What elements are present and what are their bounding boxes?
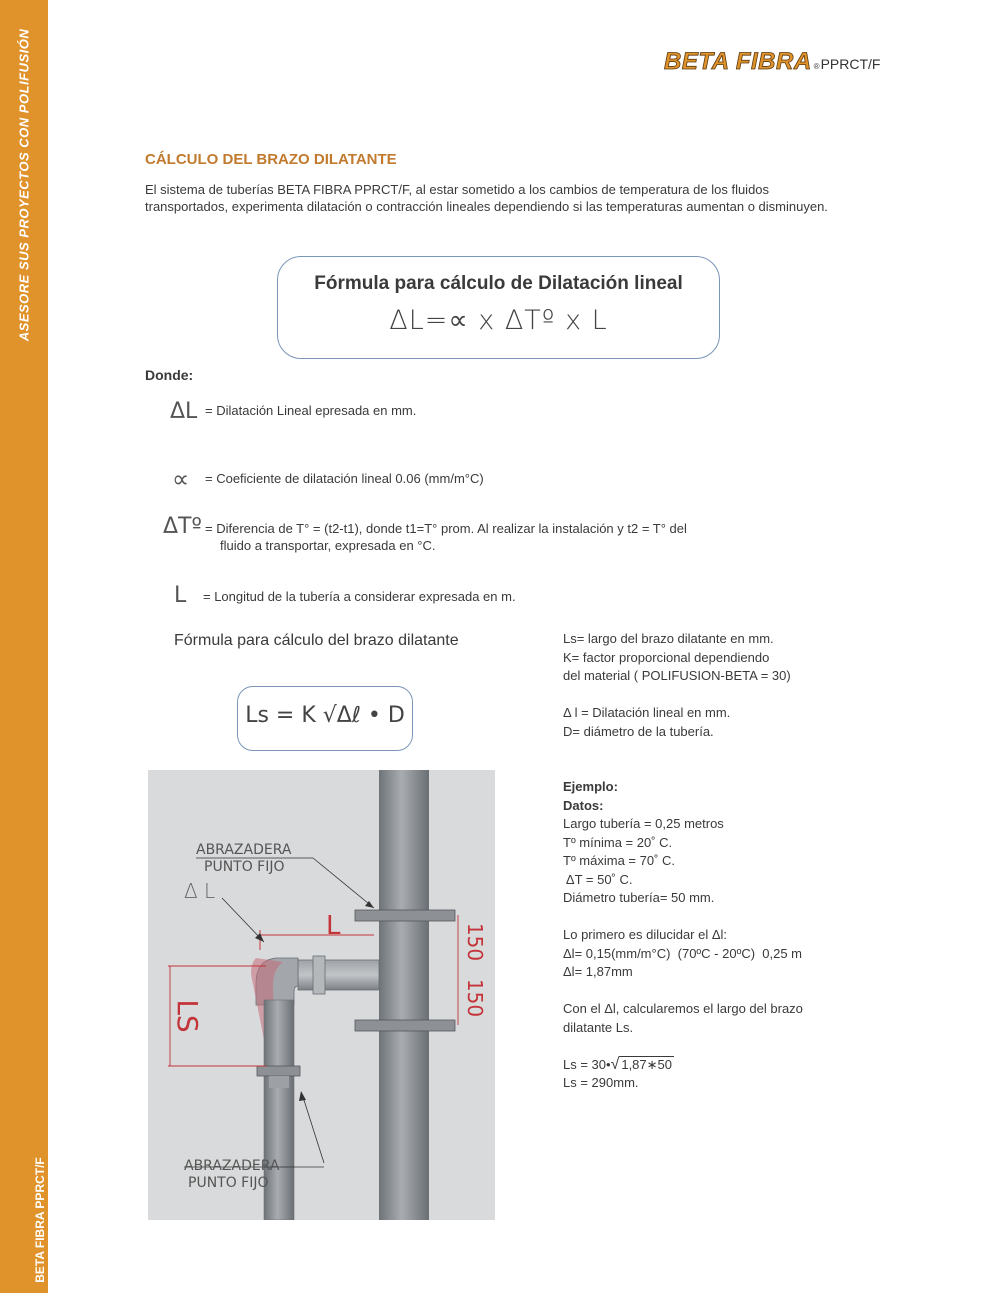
example-calc-radicand: 1,87∗50 [621,1056,672,1072]
example-block [563,778,803,1093]
alpha-symbol: ∝ [172,465,190,493]
example-line [563,908,803,927]
sidebar [0,0,48,1293]
branch-coupling [313,956,325,994]
arm-formula-box [237,686,413,751]
definition-delta-t-cont: fluido a transportar, expresada en °C. [220,538,436,553]
dilatation-formula-box [277,256,720,359]
example-line: Tº máxima = 70˚ C. [563,853,676,868]
l-symbol: L [174,583,187,608]
diagram-background [148,770,495,1220]
ls-label: LS [171,999,204,1033]
sidebar-top-text: ASESORE SUS PROYECTOS CON POLIFUSIÓN [16,28,32,342]
definition-delta-t: = Diferencia de T° = (t2-t1), donde t1=T° prom. Al realizar la instalación y t2 = T° del [205,521,687,536]
example-line: Lo primero es dilucidar el Δl: [563,927,728,942]
legend-line: Ls= largo del brazo dilatante en mm. [563,631,774,646]
example-data-heading: Datos: [563,797,604,813]
example-line [563,982,803,1001]
sidebar-bottom [0,1150,48,1290]
delta-t-symbol: ΔTº [163,514,202,539]
label-top-clamp-2: PUNTO FIJO [204,859,285,875]
sidebar-top [0,0,48,370]
definition-l: = Longitud de la tubería a considerar expresada en m. [203,589,516,604]
example-line [563,1037,803,1056]
fixed-clamp-lower [355,1020,455,1031]
legend-line: del material ( POLIFUSION-BETA = 30) [563,668,791,683]
formula-legend [563,630,791,741]
brand-logo [664,48,880,76]
main-pipe [379,770,429,1220]
example-line: Tº mínima = 20˚ C. [563,834,673,850]
lower-clamp [257,1066,300,1076]
section-title: CÁLCULO DEL BRAZO DILATANTE [145,151,397,168]
donde-label: Donde: [145,367,194,383]
example-calc-prefix: Ls = 30• [563,1056,611,1072]
legend-line [563,686,791,705]
fixed-clamp-upper [355,910,455,921]
l-label: L [326,911,341,941]
intro-paragraph: El sistema de tuberías BETA FIBRA PPRCT/F, al estar sometido a los cambios de temperatura de los fluidos transportados, experimenta dilatación o contracción lineales dependiendo si las temperaturas aumentan o disminuyen. [145,182,828,214]
arm-formula-title: Fórmula para cálculo del brazo dilatante [174,632,459,649]
legend-line: K= factor proporcional dependiendo [563,649,770,665]
example-line: ΔT = 50˚ C. [563,871,633,887]
legend-line: Δ l = Dilatación lineal en mm. [563,705,731,720]
legend-line: D= diámetro de la tubería. [563,723,714,739]
example-heading: Ejemplo: [563,779,618,794]
example-line: Δl= 0,15(mm/m°C) (70ºC - 20ºC) 0,25 m [563,945,803,961]
definition-alpha: = Coeficiente de dilatación lineal 0.06 (mm/m°C) [205,471,484,486]
formula-box-title: Fórmula para cálculo de Dilatación lineal [314,273,683,294]
label-top-clamp-1: ABRAZADERA [196,842,292,858]
sidebar-bottom-text: BETA FIBRA PPRCT/F [33,1157,47,1283]
label-bottom-clamp-1: ABRAZADERA [184,1158,280,1174]
brand-registered-mark: ® [813,62,820,71]
example-result: Ls = 290mm. [563,1075,639,1090]
expansion-arm-diagram [148,770,495,1220]
example-calc [563,1056,803,1075]
example-line: Δl= 1,87mm [563,964,633,979]
definition-delta-l: = Dilatación Lineal epresada en mm. [205,403,417,418]
example-line: Largo tubería = 0,25 metros [563,816,724,831]
dilatation-formula: ΔL=∝ x ΔTº x L [389,305,608,336]
label-bottom-clamp-2: PUNTO FIJO [188,1175,269,1191]
label-delta-l: Δ L [184,879,216,903]
arm-formula: Ls = K √Δℓ • D [245,703,405,728]
example-line: Con el Δl, calcularemos el largo del brazo [563,1001,803,1016]
example-line: dilatante Ls. [563,1019,634,1035]
example-line: Diámetro tubería= 50 mm. [563,890,715,905]
sqrt-icon: √ [610,1055,620,1073]
brand-model: PPRCT/F [820,56,881,72]
delta-l-symbol: ΔL [170,399,198,424]
brand-name: BETA FIBRA [664,48,812,75]
lower-clamp-body [269,1076,289,1088]
dimension-150-a: 150 [463,922,487,962]
branch-pipe [298,960,379,990]
dimension-150-b: 150 [463,978,487,1018]
